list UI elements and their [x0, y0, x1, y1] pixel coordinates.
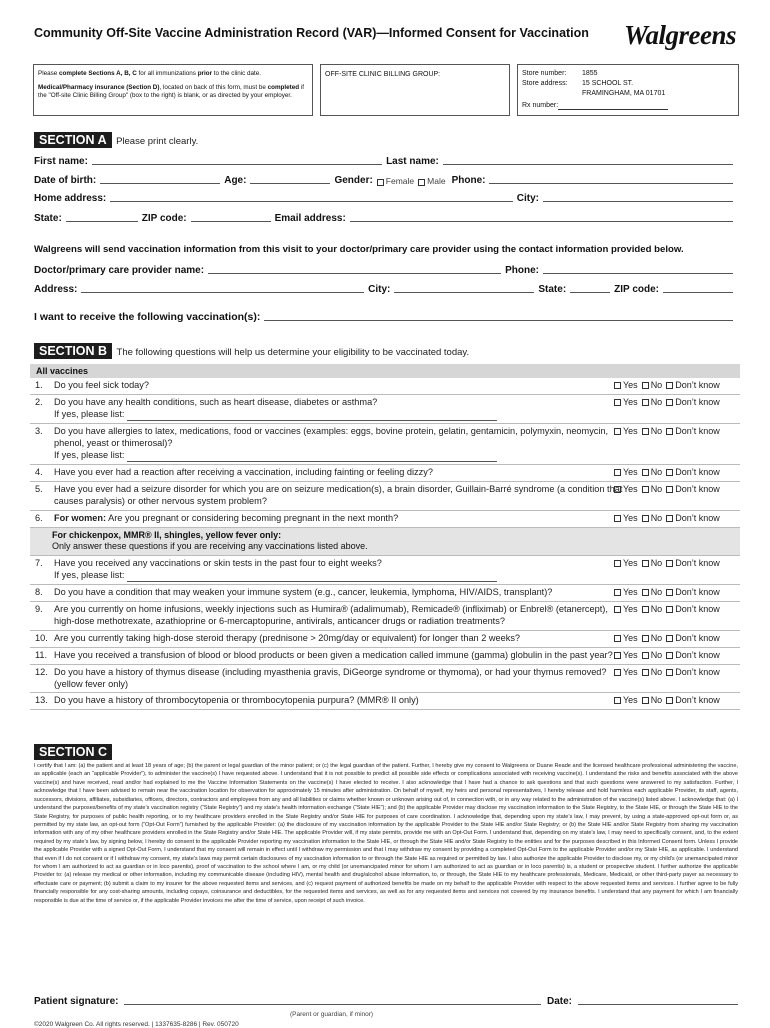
q11-no-checkbox[interactable]: [642, 652, 649, 659]
signature-row: [34, 996, 738, 1007]
home-address-row: [34, 190, 737, 204]
first-name-label: First name:: [34, 156, 88, 167]
q1-no-checkbox[interactable]: [642, 382, 649, 389]
provider-phone-label: Phone:: [505, 265, 539, 276]
q1-dontknow-checkbox[interactable]: [666, 382, 673, 389]
q12-no-checkbox[interactable]: [642, 669, 649, 676]
provider-state-field[interactable]: [570, 292, 610, 293]
q5-yes-checkbox[interactable]: [614, 486, 621, 493]
q8-dontknow-checkbox[interactable]: [666, 589, 673, 596]
provider-address-row: [34, 281, 737, 295]
vaccinations-field[interactable]: [264, 320, 733, 321]
question-2: 2. Do you have any health conditions, such as heart disease, diabetes or asthma? If yes, please list: Yes No Don’t know: [30, 395, 740, 424]
section-c-label: SECTION C: [34, 744, 112, 760]
q6-no-checkbox[interactable]: [642, 515, 649, 522]
q3-no-checkbox[interactable]: [642, 428, 649, 435]
question-11: 11. Have you received a transfusion of blood or blood products or been given a medication called immune (gamma) globulin in the past year? Yes No Don’t know: [30, 648, 740, 665]
gender-label: Gender:: [334, 175, 373, 186]
q2-list-field[interactable]: [127, 413, 497, 421]
billing-group-label: OFF-SITE CLINIC BILLING GROUP:: [325, 71, 441, 78]
provider-zip-field[interactable]: [663, 292, 733, 293]
q4-yes-checkbox[interactable]: [614, 469, 621, 476]
name-row: [34, 153, 737, 167]
email-field[interactable]: [350, 221, 733, 222]
billing-group-box[interactable]: [320, 64, 510, 116]
provider-address-field[interactable]: [81, 292, 364, 293]
q7-yes-checkbox[interactable]: [614, 560, 621, 567]
form-title: Community Off-Site Vaccine Administration Record (VAR)—Informed Consent for Vaccination: [34, 26, 589, 40]
q11-dontknow-checkbox[interactable]: [666, 652, 673, 659]
first-name-field[interactable]: [92, 164, 382, 165]
q9-dontknow-checkbox[interactable]: [666, 606, 673, 613]
q13-yes-checkbox[interactable]: [614, 697, 621, 704]
question-12: 12. Do you have a history of thymus disease (including myasthenia gravis, DiGeorge syndrome or thymoma), or had your thymus removed? (yellow fever only) Yes No Don’t know: [30, 665, 740, 694]
provider-address-label: Address:: [34, 284, 78, 295]
home-address-field[interactable]: [110, 201, 513, 202]
instructions-p2: Medical/Pharmacy insurance (Section D), located on back of this form, must be completed if the "Off-site Clinic Billing Group" (box to the right) is blank, or as directed by your employer.: [38, 83, 304, 99]
dob-field[interactable]: [100, 183, 220, 184]
q2-dontknow-checkbox[interactable]: [666, 399, 673, 406]
provider-name-row: [34, 262, 737, 276]
section-b-note: The following questions will help us determine your eligibility to be vaccinated today.: [116, 347, 470, 358]
dob-label: Date of birth:: [34, 175, 97, 186]
city-label: City:: [516, 193, 539, 204]
instructions-box: [33, 64, 313, 116]
phone-label: Phone:: [451, 175, 486, 186]
q12-dontknow-checkbox[interactable]: [666, 669, 673, 676]
q5-dontknow-checkbox[interactable]: [666, 486, 673, 493]
store-address-label: Store address:: [522, 80, 568, 88]
store-number-label: Store number:: [522, 70, 567, 77]
store-info-box: [517, 64, 739, 116]
q3-list-field[interactable]: [127, 454, 497, 462]
dob-row: [34, 172, 737, 186]
all-vaccines-header: All vaccines: [30, 364, 740, 378]
age-label: Age:: [224, 175, 247, 186]
date-field[interactable]: [578, 1004, 738, 1005]
last-name-field[interactable]: [443, 164, 733, 165]
live-vaccines-subheader: For chickenpox, MMR® II, shingles, yellow fever only: Only answer these questions if you are receiving any vaccinations listed above.: [30, 528, 740, 556]
q7-list-field[interactable]: [127, 574, 497, 582]
q11-yes-checkbox[interactable]: [614, 652, 621, 659]
question-9: 9. Are you currently on home infusions, weekly injections such as Humira® (adalimumab), Remicade® (infliximab) or Enbrel® (etanercept), high-dose methotrexate, azathioprine or 6-mercaptopurine, antivirals, anticancer drugs or radiation treatments? Yes No Don’t know: [30, 602, 740, 631]
footer-copyright: ©2020 Walgreen Co. All rights reserved. | 1337635-8286 | Rev. 050720: [34, 1021, 239, 1028]
home-address-label: Home address:: [34, 193, 107, 204]
provider-name-field[interactable]: [208, 273, 501, 274]
question-4: 4. Have you ever had a reaction after receiving a vaccination, including fainting or feeling dizzy? Yes No Don’t know: [30, 465, 740, 482]
consent-text: I certify that I am: (a) the patient and at least 18 years of age; (b) the parent or legal guardian of the minor patient; or (c) the legal guardian of the patient. Further, I hereby give my consent to Walgreens or Duane Reade and the licensed healthcare professional administering the vaccine, as applicable (each an “applicable Provider”), to administer the vaccine(s) I have requested above. I understand that it is not possible to predict all possible side effects or complications associated with receiving vaccine(s). I understand the risks and benefits associated with the above vaccine(s) and have received, read and/or had explained to me the Vaccine Information Statements on the vaccine(s) I have elected to receive. I also acknowledge that I have had a chance to ask questions and that such questions were answered to my satisfaction. Further, I acknowledge that I have been advised to remain near the vaccination location for observation for approximately 15 minutes after administration. On behalf of myself, my heirs and personal representatives, I hereby release and hold harmless each applicable Provider, its staff, agents, successors, divisions, affiliates, subsidiaries, officers, directors, contractors and employees from any and all liabilities or claims whether known or unknown arising out of, in connection with, or in any way related to the administration of the vaccine(s) listed above. I acknowledge that: (a) I understand the purposes/benefits of my state’s vaccination registry (“State Registry”) and my state’s health information exchange (“State HIE”); and (b) the applicable Provider may disclose my vaccination information to the State Registry, to the State HIE, or through the State HIE to the State Registry, for purposes of public health reporting, or to my healthcare providers enrolled in the State Registry and/or State HIE for purposes of care coordination. I acknowledge that, depending upon my state’s law, I may prevent, by using a state-approved opt-out form or, as permitted by my state law, an opt-out form (“Opt-Out Form”) furnished by the applicable Provider: (a) the disclosure of my vaccination information by the applicable Provider to the State HIE and/or State Registry; or (b) the State HIE and/or State Registry from sharing my vaccination information with any of my other healthcare providers enrolled in the State Registry and/or State HIE. The applicable Provider will, if my state permits, provide me with an Opt-Out Form. I understand that, depending on my state’s law, I may need to specifically consent, and, to the extent required by my state’s law, by signing below, I hereby do consent to the applicable Provider reporting my vaccination information to the State HIE, or through the State HIE and/or State Registry to the entities and for the purposes described in this Informed Consent form. Unless I provide the applicable Provider with a signed Opt-Out Form, I understand that my consent will remain in effect until I withdraw my permission and that I may withdraw my consent by providing a completed Opt-Out Form to the applicable Provider and/or my State HIE, as applicable. I understand that even if I do not consent or if I withdraw my consent, my state’s laws may permit certain disclosures of my vaccination information to or through the State HIE as required or permitted by law. I also authorize the applicable Provider to disclose my, or my child’s (or unemancipated minor for whom I am authorized to act as guardian or in loco parentis), proof of vaccination to the school where I am, or my child (or unemancipated minor for whom I am authorized to act as guardian or in loco parentis) is, a student or prospective student. I further authorize the applicable Provider to: (a) release my medical or other information, including my communicable disease (including HIV), mental health and drug/alcohol abuse information, to, or through, the State HIE to my healthcare professionals, Medicare, Medicaid, or other third-party payer as necessary to effectuate care or payment; (b) submit a claim to my insurer for the above requested items and services, and (c) request payment of authorized benefits be made on my behalf to the applicable Provider with respect to the above requested items and services. I further agree to be fully financially responsible for any cost-sharing amounts, including copays, coinsurance and deductibles, for the requested items and services, as well as for any requested items and services not covered by my insurance benefits. I understand that any payment for which I am financially responsible is due at the time of service or, if the applicable Provider invoices me after the time of service, upon receipt of such invoice.: [34, 763, 738, 904]
section-b-label: SECTION B: [34, 343, 112, 359]
section-b-header: [34, 342, 469, 360]
question-8: 8. Do you have a condition that may weaken your immune system (e.g., cancer, leukemia, lymphoma, HIV/AIDS, transplant)? Yes No Don’t know: [30, 585, 740, 602]
provider-state-label: State:: [538, 284, 567, 295]
signature-note: (Parent or guardian, if minor): [290, 1011, 374, 1018]
q7-no-checkbox[interactable]: [642, 560, 649, 567]
section-a-header: [34, 131, 198, 149]
state-label: State:: [34, 213, 62, 224]
q8-no-checkbox[interactable]: [642, 589, 649, 596]
question-5: 5. Have you ever had a seizure disorder for which you are on seizure medication(s), a brain disorder, Guillain-Barré syndrome (a condition that causes paralysis) or other nervous system problem? Yes No Don’t know: [30, 482, 740, 511]
state-field[interactable]: [66, 221, 138, 222]
phone-field[interactable]: [489, 183, 733, 184]
q3-dontknow-checkbox[interactable]: [666, 428, 673, 435]
q9-no-checkbox[interactable]: [642, 606, 649, 613]
female-label: Female: [385, 176, 415, 186]
walgreens-logo: Walgreens: [623, 20, 736, 50]
store-number-value: 1855: [582, 70, 598, 77]
email-label: Email address:: [274, 213, 346, 224]
q5-no-checkbox[interactable]: [642, 486, 649, 493]
q10-no-checkbox[interactable]: [642, 635, 649, 642]
q10-yes-checkbox[interactable]: [614, 635, 621, 642]
q2-yes-checkbox[interactable]: [614, 399, 621, 406]
patient-signature-label: Patient signature:: [34, 996, 119, 1007]
instructions-p1: Please complete Sections A, B, C for all immunizations prior to the clinic date.: [38, 70, 262, 77]
provider-phone-field[interactable]: [543, 273, 733, 274]
q7-dontknow-checkbox[interactable]: [666, 560, 673, 567]
vaccinations-row: [34, 309, 737, 323]
provider-city-field[interactable]: [394, 292, 534, 293]
q1-yes-checkbox[interactable]: [614, 382, 621, 389]
date-label: Date:: [546, 996, 572, 1007]
q3-yes-checkbox[interactable]: [614, 428, 621, 435]
question-7: 7. Have you received any vaccinations or skin tests in the past four to eight weeks? If yes, please list: Yes No Don’t know: [30, 556, 740, 585]
store-address-line1: 15 SCHOOL ST.: [582, 80, 634, 88]
q13-no-checkbox[interactable]: [642, 697, 649, 704]
q8-yes-checkbox[interactable]: [614, 589, 621, 596]
age-field[interactable]: [250, 183, 330, 184]
section-a-label: SECTION A: [34, 132, 112, 148]
q13-dontknow-checkbox[interactable]: [666, 697, 673, 704]
male-checkbox[interactable]: [418, 179, 425, 186]
store-address-line2: FRAMINGHAM, MA 01701: [582, 89, 666, 97]
provider-zip-label: ZIP code:: [614, 284, 659, 295]
last-name-label: Last name:: [386, 156, 439, 167]
question-3: 3. Do you have allergies to latex, medications, food or vaccines (examples: eggs, bovine protein, gelatin, gentamicin, polymyxin, neomycin, phenol, yeast or thimerosal)? If yes, please list: Yes No Don’t know: [30, 424, 740, 465]
rx-number-label: Rx number:: [522, 102, 559, 110]
question-10: 10. Are you currently taking high-dose steroid therapy (prednisone > 20mg/day or equivalent) for longer than 2 weeks? Yes No Don’t know: [30, 631, 740, 648]
q4-no-checkbox[interactable]: [642, 469, 649, 476]
section-a-note: Please print clearly.: [116, 136, 199, 147]
q6-yes-checkbox[interactable]: [614, 515, 621, 522]
male-label: Male: [427, 176, 446, 186]
question-13: 13. Do you have a history of thrombocytopenia or thrombocytopenia purpura? (MMR® II only) Yes No Don’t know: [30, 693, 740, 710]
state-row: [34, 210, 737, 224]
city-field[interactable]: [543, 201, 733, 202]
q9-yes-checkbox[interactable]: [614, 606, 621, 613]
rx-number-field[interactable]: [558, 101, 668, 110]
q6-dontknow-checkbox[interactable]: [666, 515, 673, 522]
zip-field[interactable]: [191, 221, 271, 222]
provider-name-label: Doctor/primary care provider name:: [34, 265, 205, 276]
q2-no-checkbox[interactable]: [642, 399, 649, 406]
q12-yes-checkbox[interactable]: [614, 669, 621, 676]
q4-dontknow-checkbox[interactable]: [666, 469, 673, 476]
q10-dontknow-checkbox[interactable]: [666, 635, 673, 642]
section-c-header: [34, 743, 112, 761]
provider-city-label: City:: [368, 284, 391, 295]
zip-label: ZIP code:: [141, 213, 187, 224]
question-1: 1. Do you feel sick today? Yes No Don’t know: [30, 378, 740, 395]
patient-signature-field[interactable]: [124, 1004, 541, 1005]
question-6: 6. For women: Are you pregnant or considering becoming pregnant in the next month? Yes No Don’t know: [30, 511, 740, 528]
vaccinations-label: I want to receive the following vaccination(s):: [34, 311, 261, 323]
female-checkbox[interactable]: [377, 179, 384, 186]
questions-table: [30, 364, 740, 710]
provider-notice: Walgreens will send vaccination information from this visit to your doctor/primary care provider using the contact information provided below.: [34, 244, 684, 255]
